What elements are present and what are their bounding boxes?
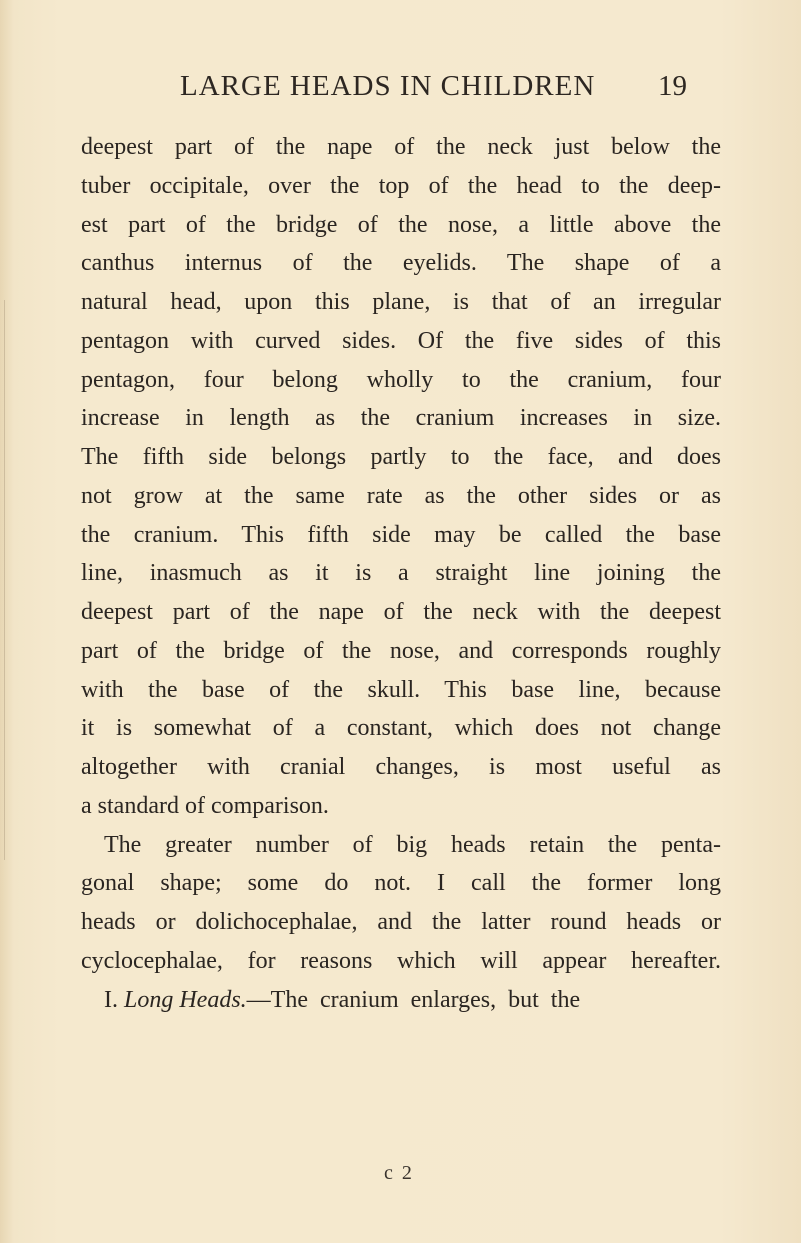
text-line: with the base of the skull. This base line, because [81,676,721,703]
page-header [0,70,801,110]
page-edge-shadow [4,300,5,860]
text-line: gonal shape; some do not. I call the former long [81,870,721,897]
text-line: increase in length as the cranium increases in size. [81,405,721,432]
section-numeral: I. [104,986,118,1013]
page-number: 19 [658,70,687,102]
body-text [81,128,721,1019]
text-line: canthus internus of the eyelids. The shape of a [81,250,721,277]
text-line: tuber occipitale, over the top of the head to the deep- [81,172,721,199]
section-text: —The cranium enlarges, but the [246,986,581,1013]
text-line: heads or dolichocephalae, and the latter round heads or [81,909,721,935]
signature-mark: c 2 [384,1162,414,1184]
text-line: est part of the bridge of the nose, a little above the [81,211,721,238]
section-heading-line [81,981,721,1020]
text-line: not grow at the same rate as the other sides or as [81,482,721,509]
text-line: the cranium. This fifth side may be called the base [81,521,721,548]
text-line: part of the bridge of the nose, and corresponds roughly [81,637,721,664]
running-head: LARGE HEADS IN CHILDREN [180,70,596,102]
paragraph-end-line: a standard of comparison. [81,792,329,819]
text-line: The fifth side belongs partly to the face, and does [81,444,721,470]
text-line: deepest part of the nape of the neck with the deepest [81,599,721,625]
text-line-indented: The greater number of big heads retain the penta- [104,831,721,858]
text-line: line, inasmuch as it is a straight line joining the [81,560,721,587]
section-title: Long Heads. [124,986,247,1013]
text-line: altogether with cranial changes, is most useful as [81,754,721,780]
text-line: cyclocephalae, for reasons which will appear hereafter. [81,947,721,974]
text-line: pentagon with curved sides. Of the five sides of this [81,327,721,354]
text-line: deepest part of the nape of the neck just below the [81,134,721,160]
text-line: pentagon, four belong wholly to the cranium, four [81,366,721,393]
text-line: natural head, upon this plane, is that of an irregular [81,289,721,315]
text-line: it is somewhat of a constant, which does not change [81,715,721,742]
